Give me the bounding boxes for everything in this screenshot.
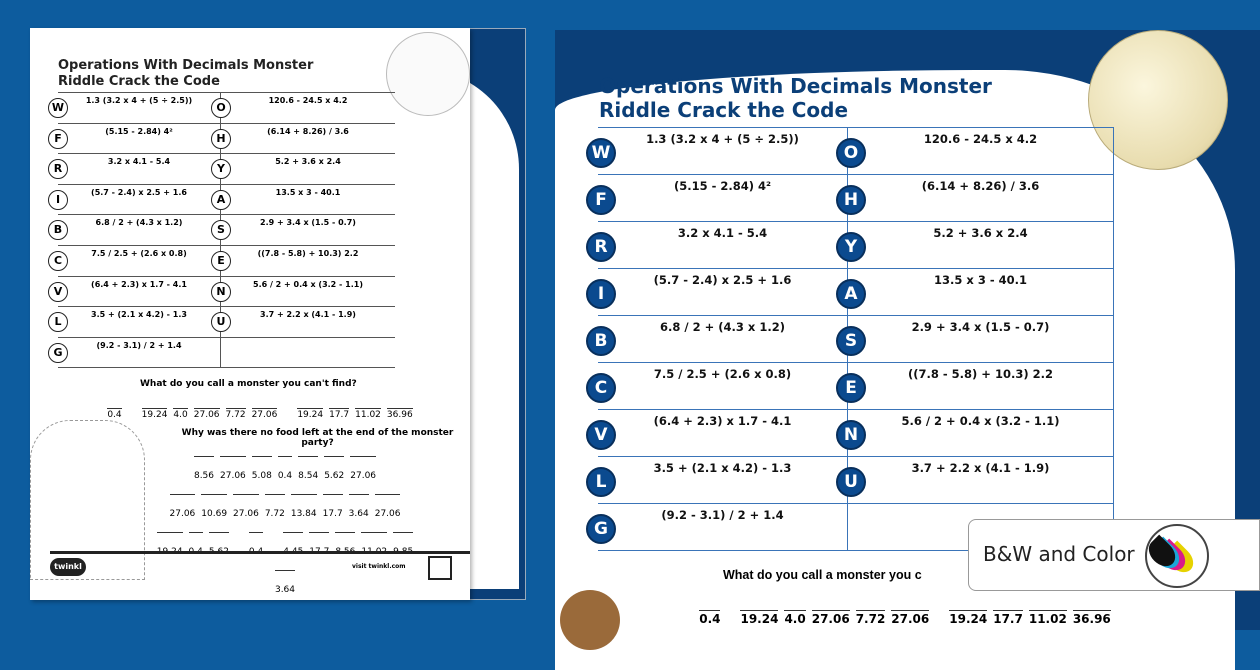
- expression: (6.14 + 8.26) / 3.6: [921, 179, 1040, 193]
- table-row: [591, 128, 1114, 175]
- code-cell: [844, 457, 1114, 503]
- answer-blank[interactable]: 19.24: [949, 612, 988, 626]
- riddle-answer-1: [100, 408, 420, 420]
- expression: 3.5 + (2.1 x 4.2) - 1.3: [653, 461, 792, 475]
- letter-badge: O: [211, 98, 231, 118]
- table-row: [53, 154, 395, 185]
- letter-badge: A: [211, 190, 231, 210]
- code-cell: [594, 363, 847, 409]
- answer-blank[interactable]: 36.96: [1072, 612, 1111, 626]
- answer-blank[interactable]: 5.62: [324, 456, 344, 494]
- answer-blank[interactable]: 17.7: [323, 494, 343, 532]
- expression: 5.2 + 3.6 x 2.4: [275, 157, 341, 167]
- table-row: [54, 307, 395, 338]
- answer-blank[interactable]: 27.06: [375, 494, 401, 532]
- answer-blank[interactable]: 27.06: [170, 494, 196, 532]
- letter-badge: B: [586, 326, 616, 356]
- answer-blank[interactable]: 19.24: [740, 612, 779, 626]
- letter-badge: I: [586, 279, 616, 309]
- code-cell: [216, 93, 395, 123]
- answer-blank[interactable]: 19.24: [141, 410, 168, 420]
- answer-blank[interactable]: 0.4: [699, 612, 721, 626]
- code-cell: [55, 185, 220, 215]
- answer-blank[interactable]: 5.08: [252, 456, 272, 494]
- letter-badge: I: [48, 190, 68, 210]
- code-cell: [216, 277, 395, 307]
- expression: 120.6 - 24.5 x 4.2: [268, 96, 348, 105]
- answer-blank[interactable]: 27.06: [350, 456, 376, 494]
- expression: 5.6 / 2 + 0.4 x (3.2 - 1.1): [901, 414, 1060, 428]
- letter-badge: H: [211, 129, 231, 149]
- code-cell: [217, 154, 395, 184]
- letter-badge: V: [586, 420, 616, 450]
- answer-blank[interactable]: 10.69: [201, 494, 227, 532]
- expression: (6.4 + 2.3) x 1.7 - 4.1: [91, 279, 187, 289]
- code-cell: [594, 504, 847, 550]
- code-cell: [217, 215, 395, 245]
- expression: 2.9 + 3.4 x (1.5 - 0.7): [260, 218, 356, 228]
- table-row: [595, 457, 1114, 504]
- letter-badge: V: [48, 282, 68, 302]
- footer-divider: [50, 551, 470, 554]
- answer-blank[interactable]: 8.54: [298, 456, 318, 494]
- code-cell: [216, 185, 395, 215]
- code-cell: [595, 457, 847, 503]
- answer-blank[interactable]: 7.72: [855, 612, 886, 626]
- expression: ((7.8 - 5.8) + 10.3) 2.2: [257, 249, 359, 258]
- code-cell: [51, 93, 220, 123]
- letter-badge: R: [586, 232, 616, 262]
- answer-blank[interactable]: 27.06: [193, 410, 220, 420]
- letter-badge: C: [48, 251, 68, 271]
- code-cell: [53, 215, 220, 245]
- answer-blank[interactable]: 36.96: [386, 410, 413, 420]
- expression: (9.2 - 3.1) / 2 + 1.4: [661, 508, 784, 522]
- answer-blank[interactable]: 4.0: [173, 410, 188, 420]
- expression: (5.7 - 2.4) x 2.5 + 1.6: [91, 187, 187, 197]
- table-row: [598, 269, 1114, 316]
- answer-blank[interactable]: 0.4: [278, 456, 292, 494]
- code-cell: [844, 222, 1114, 268]
- answer-blank[interactable]: 27.06: [251, 410, 278, 420]
- code-cell: [216, 307, 395, 337]
- expression: 7.5 / 2.5 + (2.6 x 0.8): [653, 367, 792, 381]
- answer-blank[interactable]: 11.02: [355, 410, 381, 420]
- badge-label: B&W and Color: [983, 542, 1135, 566]
- code-table: [51, 92, 395, 368]
- expression: 3.7 + 2.2 x (4.1 - 1.9): [911, 461, 1050, 475]
- table-row: [53, 277, 395, 308]
- letter-badge: E: [211, 251, 231, 271]
- letter-badge: F: [586, 185, 616, 215]
- code-cell: [844, 269, 1114, 315]
- letter-badge: G: [48, 343, 68, 363]
- expression: 5.6 / 2 + 0.4 x (3.2 - 1.1): [253, 279, 363, 289]
- visit-link: visit twinkl.com: [352, 563, 406, 570]
- riddle-answer-2: [150, 456, 420, 608]
- expression: (6.4 + 2.3) x 1.7 - 4.1: [653, 414, 792, 428]
- letter-badge: C: [586, 373, 616, 403]
- letter-badge: G: [586, 514, 616, 544]
- expression: 13.5 x 3 - 40.1: [275, 187, 341, 197]
- expression: 3.5 + (2.1 x 4.2) - 1.3: [91, 310, 187, 320]
- letter-badge: L: [586, 467, 616, 497]
- table-row: [53, 338, 395, 369]
- code-cell: [847, 363, 1114, 409]
- code-cell: [594, 410, 847, 456]
- bw-worksheet: [30, 28, 470, 600]
- answer-blank[interactable]: 0.4: [107, 410, 122, 420]
- answer-blank[interactable]: 3.64: [275, 570, 295, 608]
- code-table: [591, 127, 1114, 550]
- expression: 3.2 x 4.1 - 5.4: [677, 226, 768, 240]
- code-cell: [598, 269, 847, 315]
- letter-badge: A: [836, 279, 866, 309]
- expression: (5.15 - 2.84) 4²: [105, 126, 173, 136]
- code-cell: [591, 128, 847, 174]
- answer-blank[interactable]: 3.64: [349, 494, 369, 532]
- letter-badge: E: [836, 373, 866, 403]
- worksheet-title: Operations With Decimals Monster Riddle Crack the Code: [599, 74, 992, 122]
- letter-badge: O: [836, 138, 866, 168]
- code-cell: [220, 338, 395, 368]
- twinkl-logo: twinkl: [50, 558, 86, 576]
- code-cell: [594, 316, 847, 362]
- code-cell: [54, 307, 220, 337]
- code-cell: [843, 410, 1114, 456]
- answer-blank[interactable]: 7.72: [225, 410, 246, 420]
- code-cell: [217, 246, 395, 276]
- letter-badge: S: [211, 220, 231, 240]
- answer-line: [150, 532, 420, 608]
- letter-badge: H: [836, 185, 866, 215]
- code-cell: [843, 128, 1114, 174]
- expression: (5.7 - 2.4) x 2.5 + 1.6: [653, 273, 792, 287]
- expression: (5.15 - 2.84) 4²: [673, 179, 772, 193]
- monster-illustration: [560, 590, 620, 650]
- table-row: [594, 363, 1114, 410]
- code-cell: [843, 175, 1114, 221]
- code-cell: [53, 154, 220, 184]
- code-cell: [595, 175, 847, 221]
- checked-badge-icon: [428, 556, 452, 580]
- table-row: [51, 93, 395, 124]
- code-cell: [844, 316, 1114, 362]
- table-row: [55, 185, 395, 216]
- letter-badge: S: [836, 326, 866, 356]
- table-row: [594, 316, 1114, 363]
- expression: 6.8 / 2 + (4.3 x 1.2): [95, 218, 183, 228]
- moon-outline-image: [386, 32, 470, 116]
- code-cell: [53, 277, 220, 307]
- code-cell: [594, 222, 847, 268]
- answer-line: [150, 456, 420, 494]
- riddle-question-2: Why was there no food left at the end of the monster party?: [181, 428, 454, 448]
- letter-badge: L: [48, 312, 68, 332]
- table-row: [594, 410, 1114, 457]
- letter-badge: Y: [836, 232, 866, 262]
- answer-blank[interactable]: 19.24: [297, 410, 324, 420]
- worksheet-title: Operations With Decimals Monster Riddle Crack the Code: [58, 58, 314, 89]
- expression: 1.3 (3.2 x 4 + (5 ÷ 2.5)): [646, 132, 799, 146]
- riddle-question-1: What do you call a monster you can't find?: [140, 379, 357, 389]
- answer-blank[interactable]: 27.06: [811, 612, 850, 626]
- answer-blank[interactable]: 27.06: [891, 612, 930, 626]
- table-row: [594, 222, 1114, 269]
- letter-badge: B: [48, 220, 68, 240]
- answer-blank[interactable]: 27.06: [220, 456, 246, 494]
- table-row: [54, 124, 395, 155]
- letter-badge: N: [836, 420, 866, 450]
- letter-badge: F: [48, 129, 68, 149]
- riddle-answer-1: [665, 610, 1145, 626]
- letter-badge: Y: [211, 159, 231, 179]
- expression: 13.5 x 3 - 40.1: [934, 273, 1027, 287]
- expression: 3.2 x 4.1 - 5.4: [107, 157, 171, 167]
- expression: 6.8 / 2 + (4.3 x 1.2): [660, 320, 785, 334]
- expression: 7.5 / 2.5 + (2.6 x 0.8): [91, 249, 187, 258]
- expression: 2.9 + 3.4 x (1.5 - 0.7): [911, 320, 1050, 334]
- letter-badge: W: [586, 138, 616, 168]
- answer-blank[interactable]: 11.02: [1028, 612, 1067, 626]
- riddle-question-1: What do you call a monster you c: [723, 568, 922, 582]
- letter-badge: U: [211, 312, 231, 332]
- bw-and-color-badge: [968, 519, 1260, 591]
- answer-blank[interactable]: 8.56: [194, 456, 214, 494]
- code-cell: [216, 124, 395, 154]
- letter-badge: R: [48, 159, 68, 179]
- table-row: [595, 175, 1114, 222]
- answer-blank[interactable]: 17.7: [993, 612, 1023, 626]
- code-cell: [53, 246, 220, 276]
- table-row: [53, 215, 395, 246]
- letter-badge: U: [836, 467, 866, 497]
- code-cell: [54, 124, 220, 154]
- expression: 5.2 + 3.6 x 2.4: [933, 226, 1028, 240]
- expression: 3.7 + 2.2 x (4.1 - 1.9): [260, 310, 356, 320]
- monster-illustration: [30, 420, 145, 580]
- expression: (9.2 - 3.1) / 2 + 1.4: [96, 340, 182, 350]
- answer-line: [150, 494, 420, 532]
- answer-blank[interactable]: 17.7: [329, 410, 350, 420]
- answer-blank[interactable]: 13.84: [291, 494, 317, 532]
- expression: 1.3 (3.2 x 4 + (5 ÷ 2.5)): [85, 96, 193, 105]
- answer-blank[interactable]: 7.72: [265, 494, 285, 532]
- answer-blank[interactable]: 4.0: [784, 612, 806, 626]
- answer-blank[interactable]: 27.06: [233, 494, 259, 532]
- letter-badge: W: [48, 98, 68, 118]
- expression: (6.14 + 8.26) / 3.6: [267, 126, 349, 136]
- ink-drops-icon: [1145, 524, 1209, 588]
- letter-badge: N: [211, 282, 231, 302]
- expression: ((7.8 - 5.8) + 10.3) 2.2: [908, 367, 1053, 381]
- code-cell: [53, 338, 220, 368]
- table-row: [53, 246, 395, 277]
- expression: 120.6 - 24.5 x 4.2: [923, 132, 1038, 146]
